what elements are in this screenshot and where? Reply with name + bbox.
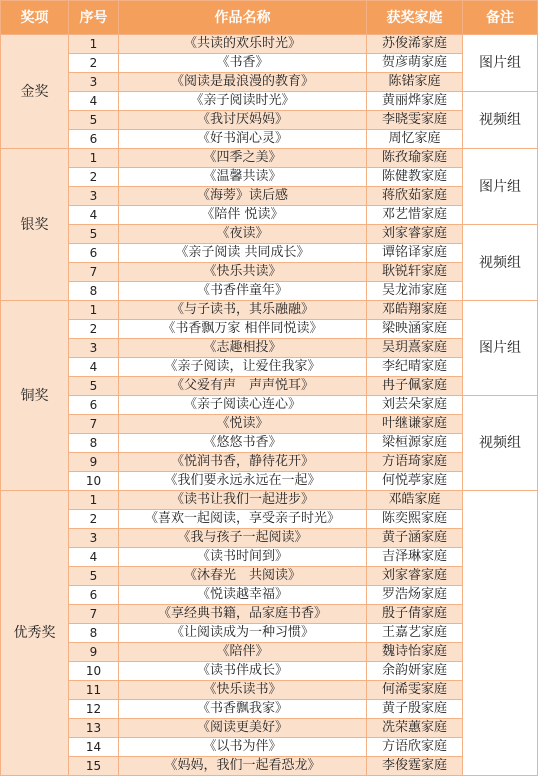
- title-cell: 《阅读更美好》: [119, 719, 367, 738]
- title-cell: 《亲子阅读心连心》: [119, 396, 367, 415]
- title-cell: 《读书伴成长》: [119, 662, 367, 681]
- number-cell: 1: [69, 149, 119, 168]
- header-title: 作品名称: [119, 1, 367, 35]
- family-cell: 蒋欣茹家庭: [367, 187, 463, 206]
- number-cell: 5: [69, 225, 119, 244]
- number-cell: 4: [69, 206, 119, 225]
- family-cell: 黄子涵家庭: [367, 529, 463, 548]
- table-row: [1, 662, 538, 681]
- number-cell: 9: [69, 643, 119, 662]
- table-row: [1, 605, 538, 624]
- number-cell: 1: [69, 491, 119, 510]
- table-row: [1, 187, 538, 206]
- table-row: [1, 35, 538, 54]
- table-row: [1, 719, 538, 738]
- note-cell: 视频组: [463, 225, 538, 301]
- family-cell: 余韵妍家庭: [367, 662, 463, 681]
- table-row: [1, 472, 538, 491]
- title-cell: 《享经典书籍，品家庭书香》: [119, 605, 367, 624]
- number-cell: 8: [69, 624, 119, 643]
- number-cell: 10: [69, 662, 119, 681]
- family-cell: 方语琦家庭: [367, 453, 463, 472]
- note-cell: [463, 491, 538, 776]
- family-cell: 魏诗怡家庭: [367, 643, 463, 662]
- title-cell: 《亲子阅读 共同成长》: [119, 244, 367, 263]
- award-cell: 银奖: [1, 149, 69, 301]
- title-cell: 《四季之美》: [119, 149, 367, 168]
- family-cell: 罗浩炀家庭: [367, 586, 463, 605]
- table-row: [1, 130, 538, 149]
- number-cell: 4: [69, 358, 119, 377]
- family-cell: 何浠雯家庭: [367, 681, 463, 700]
- family-cell: 贺彦萌家庭: [367, 54, 463, 73]
- title-cell: 《悦润书香，静待花开》: [119, 453, 367, 472]
- number-cell: 2: [69, 54, 119, 73]
- title-cell: 《亲子阅读，让爱住我家》: [119, 358, 367, 377]
- title-cell: 《与子读书，其乐融融》: [119, 301, 367, 320]
- number-cell: 1: [69, 301, 119, 320]
- number-cell: 3: [69, 529, 119, 548]
- number-cell: 2: [69, 168, 119, 187]
- number-cell: 8: [69, 434, 119, 453]
- table-row: [1, 415, 538, 434]
- number-cell: 4: [69, 92, 119, 111]
- table-row: [1, 339, 538, 358]
- title-cell: 《陪伴》: [119, 643, 367, 662]
- title-cell: 《阅读是最浪漫的教育》: [119, 73, 367, 92]
- header-family: 获奖家庭: [367, 1, 463, 35]
- table-row: [1, 453, 538, 472]
- number-cell: 13: [69, 719, 119, 738]
- title-cell: 《我讨厌妈妈》: [119, 111, 367, 130]
- table-row: [1, 586, 538, 605]
- title-cell: 《我与孩子一起阅读》: [119, 529, 367, 548]
- number-cell: 11: [69, 681, 119, 700]
- family-cell: 苏俊浠家庭: [367, 35, 463, 54]
- family-cell: 叶继谦家庭: [367, 415, 463, 434]
- family-cell: 谭铭译家庭: [367, 244, 463, 263]
- table-row: [1, 567, 538, 586]
- note-cell: 图片组: [463, 35, 538, 92]
- title-cell: 《快乐读书》: [119, 681, 367, 700]
- table-row: [1, 681, 538, 700]
- number-cell: 6: [69, 396, 119, 415]
- title-cell: 《书香伴童年》: [119, 282, 367, 301]
- note-cell: 视频组: [463, 92, 538, 149]
- table-row: [1, 738, 538, 757]
- title-cell: 《妈妈，我们一起看恐龙》: [119, 757, 367, 776]
- title-cell: 《书香》: [119, 54, 367, 73]
- title-cell: 《父爱有声 声声悦耳》: [119, 377, 367, 396]
- number-cell: 4: [69, 548, 119, 567]
- number-cell: 6: [69, 244, 119, 263]
- family-cell: 刘家睿家庭: [367, 225, 463, 244]
- table-row: [1, 358, 538, 377]
- family-cell: 殷子倩家庭: [367, 605, 463, 624]
- family-cell: 刘芸朵家庭: [367, 396, 463, 415]
- table-row: [1, 320, 538, 339]
- family-cell: 陈孜瑜家庭: [367, 149, 463, 168]
- number-cell: 2: [69, 320, 119, 339]
- family-cell: 李晓雯家庭: [367, 111, 463, 130]
- table-row: [1, 643, 538, 662]
- family-cell: 吴玥熹家庭: [367, 339, 463, 358]
- number-cell: 1: [69, 35, 119, 54]
- award-cell: 金奖: [1, 35, 69, 149]
- number-cell: 5: [69, 111, 119, 130]
- table-row: [1, 700, 538, 719]
- title-cell: 《读书让我们一起进步》: [119, 491, 367, 510]
- table-row: [1, 491, 538, 510]
- number-cell: 6: [69, 130, 119, 149]
- number-cell: 5: [69, 567, 119, 586]
- table-row: [1, 54, 538, 73]
- number-cell: 5: [69, 377, 119, 396]
- family-cell: 梁桓源家庭: [367, 434, 463, 453]
- family-cell: 李俊霆家庭: [367, 757, 463, 776]
- table-row: [1, 111, 538, 130]
- header-row: [1, 1, 538, 35]
- table-row: [1, 377, 538, 396]
- number-cell: 10: [69, 472, 119, 491]
- title-cell: 《喜欢一起阅读，享受亲子时光》: [119, 510, 367, 529]
- header-number: 序号: [69, 1, 119, 35]
- table-row: [1, 510, 538, 529]
- family-cell: 冼荣蕙家庭: [367, 719, 463, 738]
- title-cell: 《以书为伴》: [119, 738, 367, 757]
- title-cell: 《好书润心灵》: [119, 130, 367, 149]
- award-cell: 铜奖: [1, 301, 69, 491]
- family-cell: 耿锐轩家庭: [367, 263, 463, 282]
- family-cell: 刘家睿家庭: [367, 567, 463, 586]
- number-cell: 9: [69, 453, 119, 472]
- table-row: [1, 73, 538, 92]
- family-cell: 李纪晴家庭: [367, 358, 463, 377]
- table-row: [1, 168, 538, 187]
- title-cell: 《让阅读成为一种习惯》: [119, 624, 367, 643]
- number-cell: 12: [69, 700, 119, 719]
- number-cell: 7: [69, 605, 119, 624]
- title-cell: 《快乐共读》: [119, 263, 367, 282]
- title-cell: 《夜读》: [119, 225, 367, 244]
- title-cell: 《悦读》: [119, 415, 367, 434]
- family-cell: 冉子佩家庭: [367, 377, 463, 396]
- number-cell: 8: [69, 282, 119, 301]
- title-cell: 《海蒡》读后感: [119, 187, 367, 206]
- table-row: [1, 206, 538, 225]
- family-cell: 周忆家庭: [367, 130, 463, 149]
- number-cell: 15: [69, 757, 119, 776]
- title-cell: 《共读的欢乐时光》: [119, 35, 367, 54]
- table-row: [1, 92, 538, 111]
- title-cell: 《读书时间到》: [119, 548, 367, 567]
- number-cell: 3: [69, 187, 119, 206]
- family-cell: 王嘉艺家庭: [367, 624, 463, 643]
- note-cell: 视频组: [463, 396, 538, 491]
- title-cell: 《悦读越幸福》: [119, 586, 367, 605]
- family-cell: 黄丽烨家庭: [367, 92, 463, 111]
- table-row: [1, 757, 538, 776]
- family-cell: 邓皓翔家庭: [367, 301, 463, 320]
- table-row: [1, 529, 538, 548]
- number-cell: 14: [69, 738, 119, 757]
- title-cell: 《志趣相投》: [119, 339, 367, 358]
- title-cell: 《我们要永远永远在一起》: [119, 472, 367, 491]
- table-row: [1, 396, 538, 415]
- note-cell: 图片组: [463, 301, 538, 396]
- number-cell: 2: [69, 510, 119, 529]
- family-cell: 陈奕熙家庭: [367, 510, 463, 529]
- title-cell: 《悠悠书香》: [119, 434, 367, 453]
- family-cell: 邓皓家庭: [367, 491, 463, 510]
- table-row: [1, 263, 538, 282]
- family-cell: 陈健教家庭: [367, 168, 463, 187]
- title-cell: 《书香飘我家》: [119, 700, 367, 719]
- header-award: 奖项: [1, 1, 69, 35]
- table-row: [1, 282, 538, 301]
- note-cell: 图片组: [463, 149, 538, 225]
- family-cell: 陈锘家庭: [367, 73, 463, 92]
- family-cell: 吴龙沛家庭: [367, 282, 463, 301]
- number-cell: 6: [69, 586, 119, 605]
- family-cell: 邓艺惜家庭: [367, 206, 463, 225]
- header-note: 备注: [463, 1, 538, 35]
- family-cell: 吉泽琳家庭: [367, 548, 463, 567]
- table-row: [1, 434, 538, 453]
- family-cell: 何悦葶家庭: [367, 472, 463, 491]
- family-cell: 梁映涵家庭: [367, 320, 463, 339]
- family-cell: 方语欣家庭: [367, 738, 463, 757]
- title-cell: 《亲子阅读时光》: [119, 92, 367, 111]
- table-row: [1, 624, 538, 643]
- family-cell: 黄子殷家庭: [367, 700, 463, 719]
- title-cell: 《陪伴 悦读》: [119, 206, 367, 225]
- table-row: [1, 548, 538, 567]
- award-cell: 优秀奖: [1, 491, 69, 776]
- title-cell: 《温馨共读》: [119, 168, 367, 187]
- title-cell: 《沐春光 共阅读》: [119, 567, 367, 586]
- number-cell: 3: [69, 339, 119, 358]
- number-cell: 7: [69, 415, 119, 434]
- table-row: [1, 301, 538, 320]
- table-row: [1, 225, 538, 244]
- title-cell: 《书香飘万家 相伴同悦读》: [119, 320, 367, 339]
- table-row: [1, 149, 538, 168]
- number-cell: 3: [69, 73, 119, 92]
- table-row: [1, 244, 538, 263]
- table-body: [1, 35, 538, 776]
- number-cell: 7: [69, 263, 119, 282]
